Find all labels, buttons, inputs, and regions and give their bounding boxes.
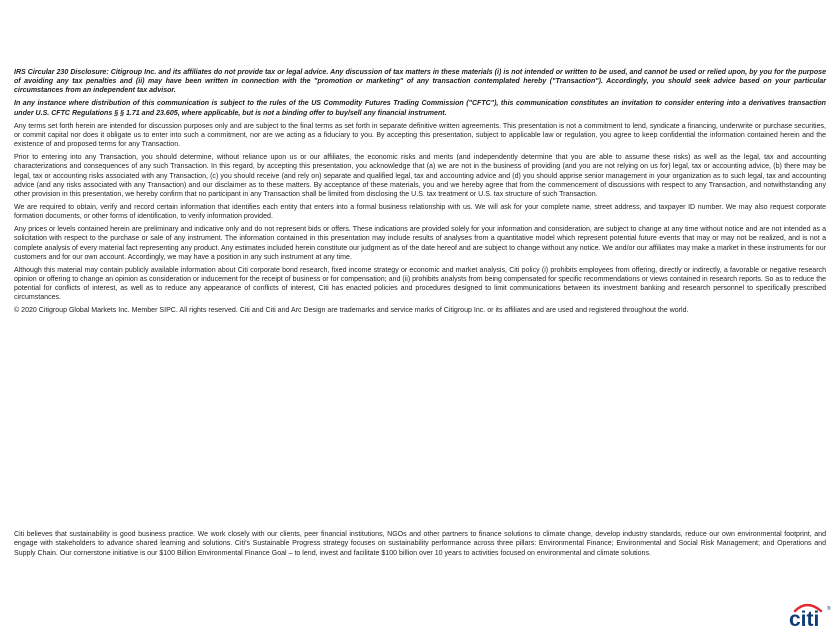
disclaimer-block bbox=[14, 68, 826, 320]
prices-paragraph: Any prices or levels contained herein are preliminary and indicative only and do not represent bids or offers. These indications are provided solely for your information and consideration, are subject to change at any time without notice and are not intended as a solicitation with respect to the purchase or sale of any instrument. The information contained in this presentation may include results of analyses from a quantitative model which represent potential future events that may or may not be realized, and is not a complete analysis of every material fact representing any product. Any estimates included herein constitute our judgment as of the date hereof and are subject to change without any notice. We and/or our affiliates may make a market in these instruments for our customers and for our own account. Accordingly, we may have a position in any such instrument at any time. bbox=[14, 226, 826, 261]
copyright-notice: © 2020 Citigroup Global Markets Inc. Member SIPC. All rights reserved. Citi and Citi and Arc Design are trademarks and service marks of Citigroup Inc. or its affiliates and are used and registered throughout the world. bbox=[14, 307, 689, 315]
cftc-disclosure: In any instance where distribution of this communication is subject to the rules of the US Commodity Futures Trading Commission ("CFTC"), this communication constitutes an invitation to consider entering into a derivatives transaction under U.S. CFTC Regulations § § 1.71 and 23.605, where applicable, but is not a binding offer to buy/sell any financial instrument. bbox=[14, 100, 826, 117]
terms-paragraph: Any terms set forth herein are intended for discussion purposes only and are subject to the final terms as set forth in separate definitive written agreements. This presentation is not a commitment to lend, syndicate a financing, underwrite or purchase securities, or commit capital nor does it obligate us to enter into such a commitment, nor are we acting as a fiduciary to you. By accepting this presentation, subject to applicable law or regulation, you agree to keep confidential the information contained herein and the existence of and proposed terms for any Transaction. bbox=[14, 122, 826, 149]
registered-mark: ® bbox=[827, 606, 831, 612]
citi-logo bbox=[786, 600, 832, 628]
citi-wordmark: citi bbox=[789, 608, 820, 628]
research-policy-paragraph: Although this material may contain publicly available information about Citi corporate bond research, fixed income strategy or economic and market analysis, Citi policy (i) prohibits employees from offering, directly or indirectly, a favorable or negative research opinion or offering to change an opinion as consideration or inducement for the receipt of business or for compensation; and (ii) prohibits analysts from being compensated for specific recommendations or views contained in research reports. So as to reduce the potential for conflicts of interest, as well as to reduce any appearance of conflicts of interest, Citi has enacted policies and procedures designed to limit communications between its investment banking and research personnel to specifically prescribed circumstances. bbox=[14, 266, 826, 302]
prior-transaction-paragraph: Prior to entering into any Transaction, you should determine, without reliance upon us or our affiliates, the economic risks and merits (and independently determine that you are able to assume these risks) as well as the legal, tax and accounting characterizations and consequences of any such Transaction. In this regard, by accepting this presentation, you acknowledge that (a) we are not in the business of providing (and you are not relying on us for) legal, tax or accounting advice, (b) there may be legal, tax or accounting risks associated with any Transaction, (c) you should receive (and rely on) separate and qualified legal, tax and accounting advice and (d) you should apprise senior management in your organization as to such legal, tax and accounting advice (and any risks associated with any Transaction) and our disclaimer as to these matters. By acceptance of these materials, you and we hereby agree that from the commencement of discussions with respect to any Transaction, and notwithstanding any other provision in this presentation, we hereby confirm that no participant in any Transaction shall be limited from disclosing the U.S. tax treatment or U.S. tax structure of such Transaction. bbox=[14, 154, 826, 198]
sustainability-note: Citi believes that sustainability is good business practice. We work closely with our clients, peer financial institutions, NGOs and other partners to finance solutions to climate change, develop industry standards, reduce our own environmental footprint, and engage with stakeholders to advance shared learning and solutions. Citi's Sustainable Progress strategy focuses on sustainability performance across three pillars: Environmental Finance; Environmental and Social Risk Management; and Operations and Supply Chain. Our cornerstone initiative is our $100 Billion Environmental Finance Goal – to lend, invest and facilitate $100 billion over 10 years to activities focused on environmental and climate solutions. bbox=[14, 531, 826, 557]
irs-circular-disclosure: IRS Circular 230 Disclosure: Citigroup Inc. and its affiliates do not provide tax or legal advice. Any discussion of tax matters in these materials (i) is not intended or written to be used, and cannot be used or relied upon, by you for the purpose of avoiding any tax penalties and (ii) may have been written in connection with the "promotion or marketing" of any transaction contemplated hereby ("Transaction"). Accordingly, you should seek advice based on your particular circumstances from an independent tax advisor. bbox=[14, 69, 826, 95]
identification-paragraph: We are required to obtain, verify and record certain information that identifies each entity that enters into a formal business relationship with us. We will ask for your complete name, street address, and taxpayer ID number. We may also request corporate formation documents, or other forms of identification, to verify information provided. bbox=[14, 203, 826, 221]
